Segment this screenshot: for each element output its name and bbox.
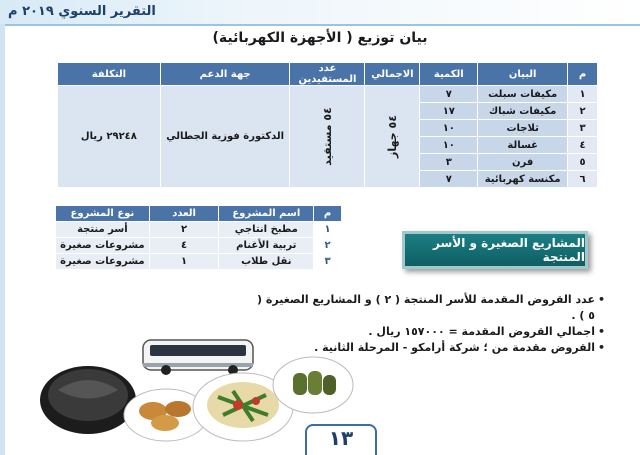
row-quantity: ١٧ — [420, 103, 478, 120]
row-index: ٢ — [314, 238, 342, 254]
cost-cell: ٢٩٢٤٨ ريال — [58, 86, 161, 188]
pan-dish-icon — [40, 366, 136, 434]
row-item: مكيفات سبلت — [478, 86, 568, 103]
row-project-type: مشروعات صغيرة — [56, 254, 150, 270]
bullet-item: • القروض مقدمة من ؛ شركة أرامكو - المرحلة الثانية . — [250, 340, 605, 356]
row-project-type: أسر منتجة — [56, 222, 150, 238]
row-index: ٣ — [314, 254, 342, 270]
row-count: ١ — [149, 254, 219, 270]
row-index: ٥ — [568, 154, 598, 171]
stuffed-leaves-plate-icon — [273, 357, 353, 413]
row-project-name: نقل طلاب — [219, 254, 314, 270]
bullet-item: • اجمالي القروض المقدمة = ١٥٧٠٠٠ ريال . — [250, 324, 605, 340]
row-item: مكيفات شباك — [478, 103, 568, 120]
page-title: بيان توزيع ( الأجهزة الكهربائية) — [212, 30, 428, 46]
bus-icon — [143, 340, 253, 375]
col-header-project-name: اسم المشروع — [219, 206, 314, 222]
row-project-name: مطبخ انتاجي — [219, 222, 314, 238]
table-row — [56, 222, 342, 238]
row-project-name: تربية الأغنام — [219, 238, 314, 254]
row-item: ثلاجات — [478, 120, 568, 137]
projects-callout-box: المشاريع الصغيرة و الأسر المنتجة — [402, 231, 588, 269]
bullet-item: • عدد القروض المقدمة للأسر المنتجة ( ٢ ) و المشاريع الصغيرة ( ٥ ) . — [250, 292, 605, 324]
projects-table — [55, 205, 342, 270]
beneficiaries-value: ٥٤ مستفيد — [320, 107, 334, 166]
row-quantity: ٧ — [420, 86, 478, 103]
row-quantity: ٣ — [420, 154, 478, 171]
total-cell — [365, 86, 420, 188]
row-index: ٢ — [568, 103, 598, 120]
col-header-index: م — [314, 206, 342, 222]
col-header-item: البيان — [478, 63, 568, 86]
left-decorative-strip — [0, 24, 5, 455]
total-value: ٥٤ جهاز — [385, 115, 399, 158]
col-header-quantity: الكمية — [420, 63, 478, 86]
row-index: ٣ — [568, 120, 598, 137]
row-item: غسالة — [478, 137, 568, 154]
col-header-cost: التكلفة — [58, 63, 161, 86]
beneficiaries-cell — [290, 86, 365, 188]
col-header-index: م — [568, 63, 598, 86]
table-header-row — [58, 63, 598, 86]
row-index: ١ — [568, 86, 598, 103]
row-index: ١ — [314, 222, 342, 238]
row-index: ٤ — [568, 137, 598, 154]
row-index: ٦ — [568, 171, 598, 188]
col-header-beneficiaries: عدد المستفيدين — [290, 63, 365, 86]
col-header-count: العدد — [149, 206, 219, 222]
row-count: ٢ — [149, 222, 219, 238]
row-item: فرن — [478, 154, 568, 171]
row-quantity: ٧ — [420, 171, 478, 188]
col-header-project-type: نوع المشروع — [56, 206, 150, 222]
row-project-type: مشروعات صغيرة — [56, 238, 150, 254]
report-title: التقرير السنوي ٢٠١٩ م — [8, 4, 156, 19]
row-count: ٤ — [149, 238, 219, 254]
page-number: ١٣ — [328, 426, 354, 450]
col-header-total: الاجمالي — [365, 63, 420, 86]
row-quantity: ١٠ — [420, 120, 478, 137]
distribution-table — [57, 62, 598, 188]
table-row — [56, 254, 342, 270]
table-header-row — [56, 206, 342, 222]
table-row — [56, 238, 342, 254]
col-header-supporter: جهة الدعم — [160, 63, 290, 86]
table-row — [58, 86, 598, 103]
row-quantity: ١٠ — [420, 137, 478, 154]
row-item: مكنسة كهربائية — [478, 171, 568, 188]
supporter-cell: الدكتورة فوزية الجطالي — [160, 86, 290, 188]
header-divider — [0, 24, 640, 26]
